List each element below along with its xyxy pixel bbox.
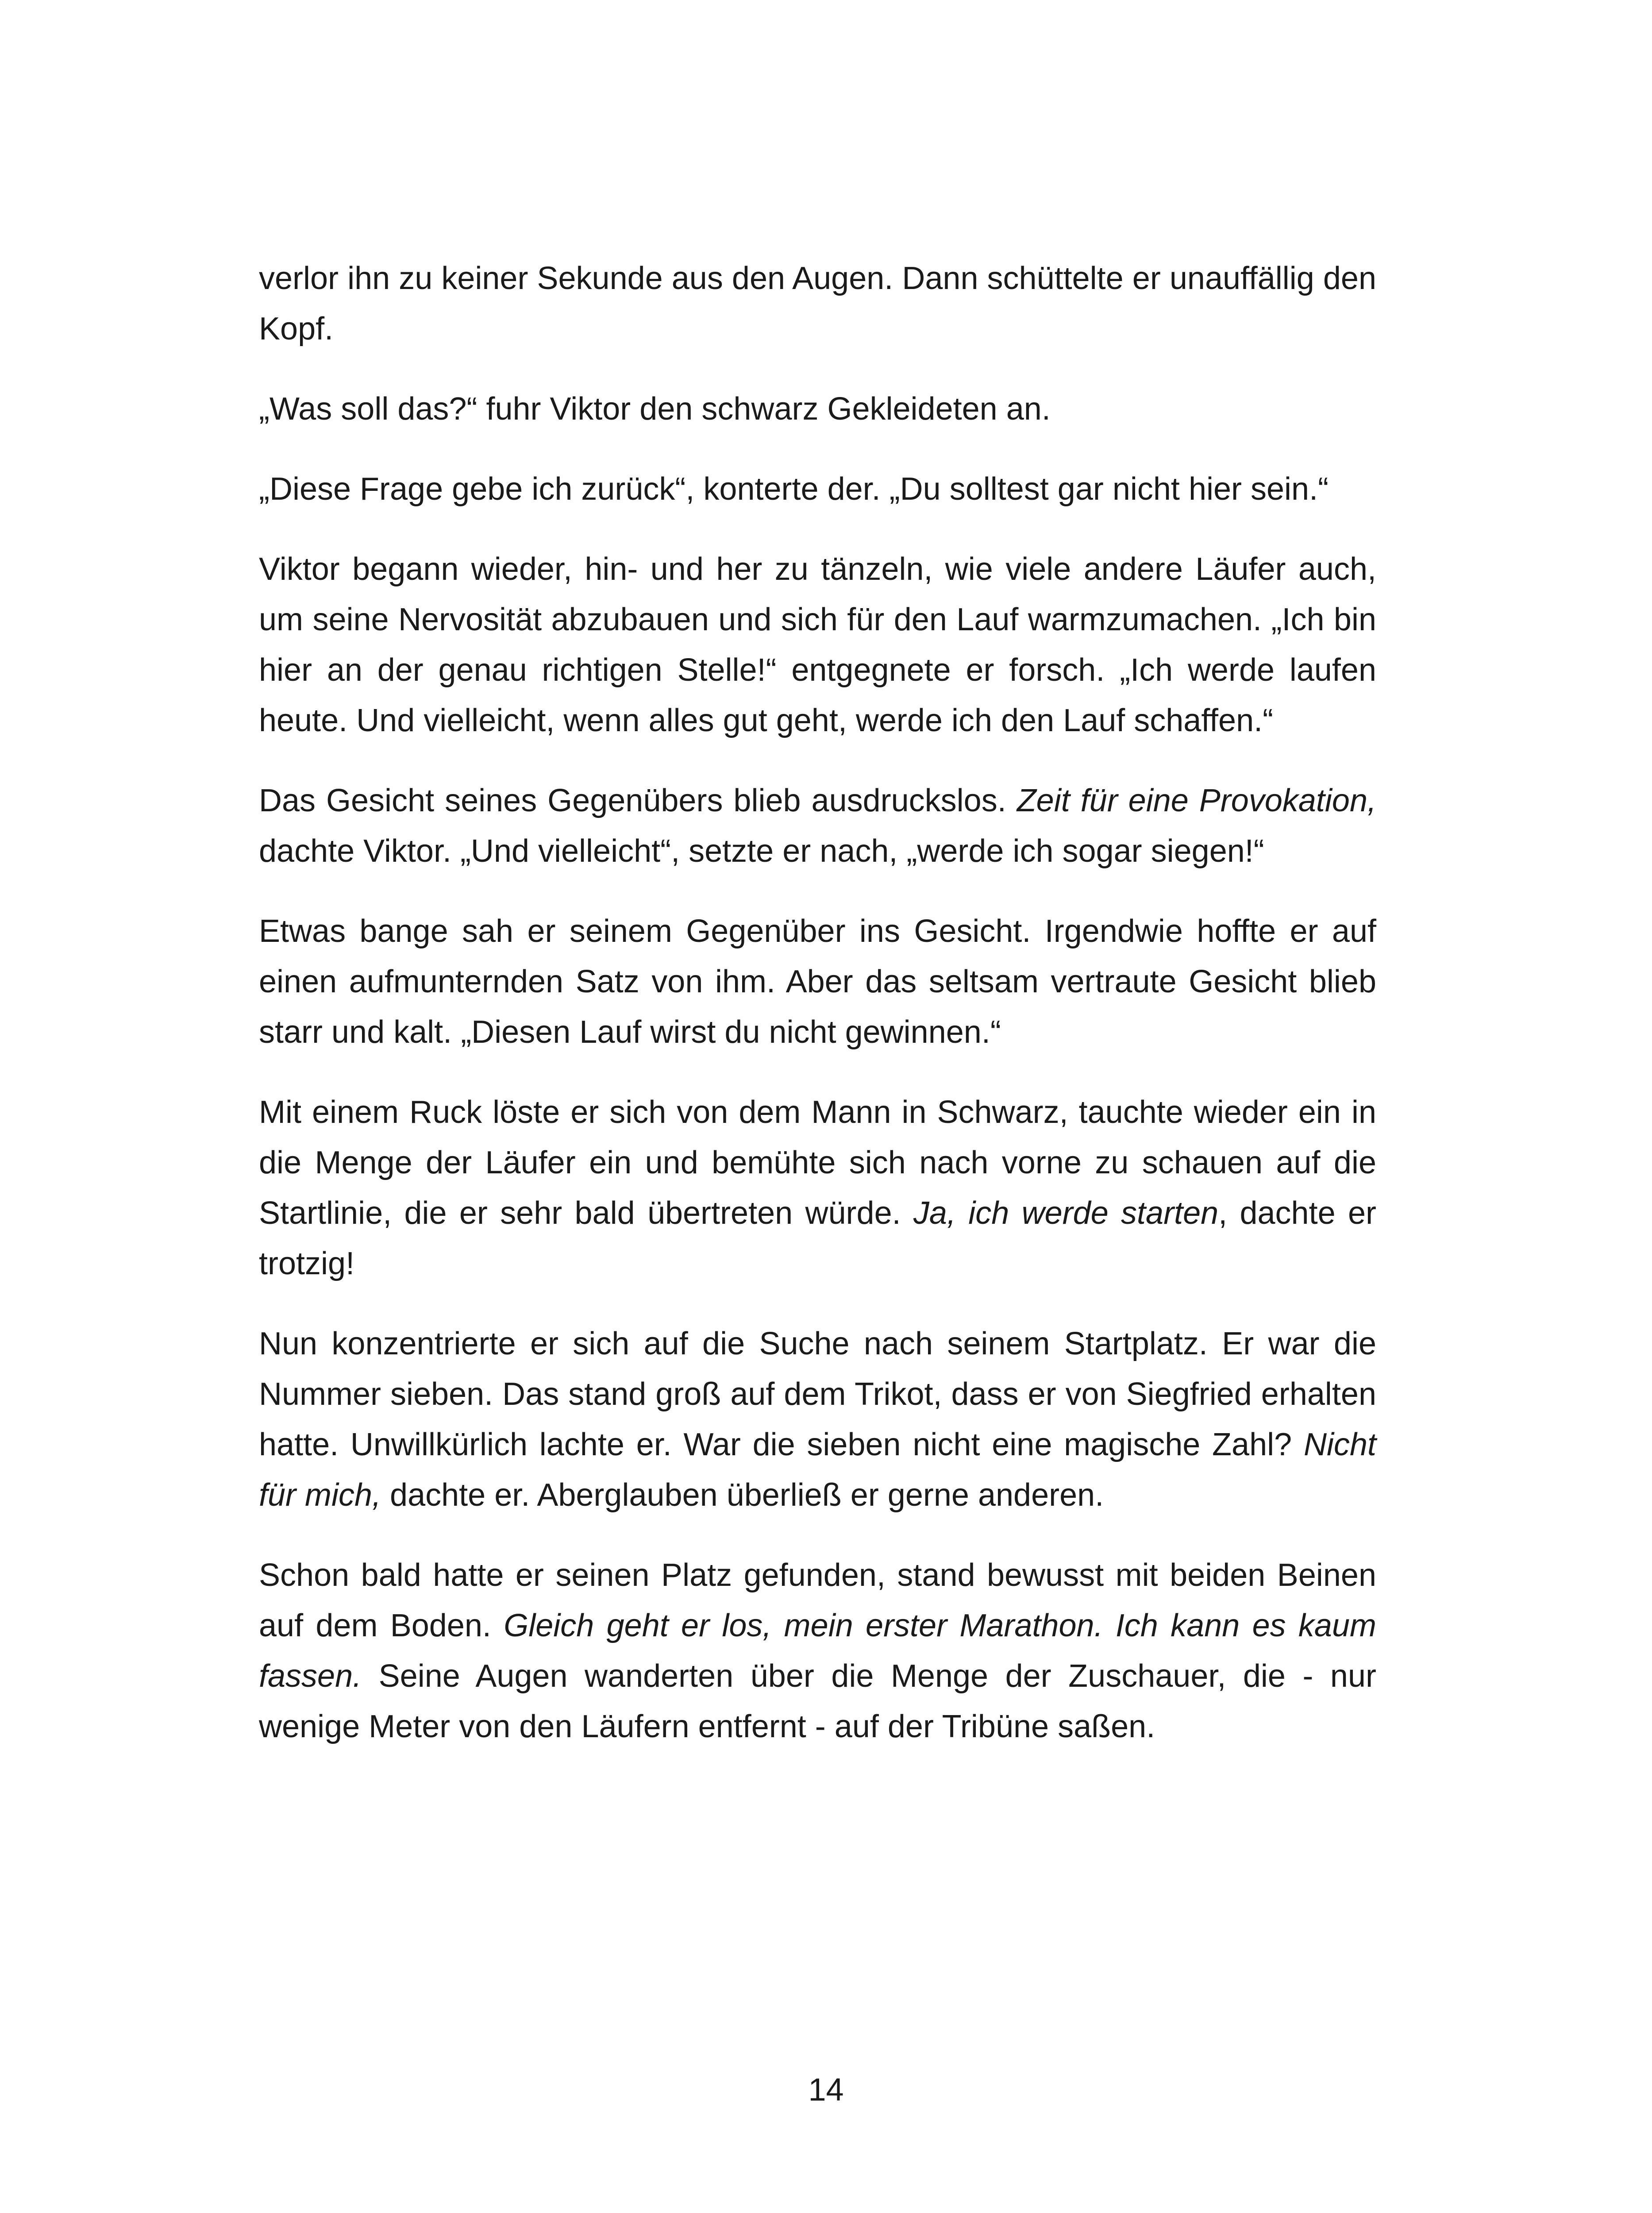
paragraph-2-text: „Was soll das?“ fuhr Viktor den schwarz Gekleideten an. <box>259 391 1051 427</box>
paragraph-8-thought: Nicht für mich, <box>259 1427 1376 1513</box>
paragraph-6 <box>259 906 1376 1057</box>
paragraph-2 <box>259 384 1376 434</box>
body-text <box>259 253 1376 1752</box>
paragraph-5-thought: Zeit für eine Provokation, <box>1017 783 1376 818</box>
paragraph-9-thought: Gleich geht er los, mein erster Marathon. Ich kann es kaum fassen. <box>259 1608 1376 1694</box>
paragraph-7-thought: Ja, ich werde starten <box>913 1195 1219 1231</box>
paragraph-5-text-a: Das Gesicht seines Gegenübers blieb ausdruckslos. <box>259 783 1017 818</box>
paragraph-1-text: verlor ihn zu keiner Sekunde aus den Augen. Dann schüttelte er unauffällig den Kopf. <box>259 261 1376 347</box>
paragraph-7 <box>259 1087 1376 1289</box>
paragraph-3 <box>259 464 1376 514</box>
paragraph-8-text-b: dachte er. Aberglauben überließ er gerne anderen. <box>381 1477 1104 1513</box>
paragraph-8-text-a: Nun konzentrierte er sich auf die Suche nach seinem Startplatz. Er war die Nummer sieben. Das stand groß auf dem Trikot, dass er von Siegfried erhalten hatte. Unwillkürlich lachte er. War die sieben nicht eine magische Zahl? <box>259 1326 1376 1462</box>
paragraph-3-text: „Diese Frage gebe ich zurück“, konterte der. „Du solltest gar nicht hier sein.“ <box>259 471 1329 507</box>
paragraph-5-text-b: dachte Viktor. „Und vielleicht“, setzte er nach, „werde ich sogar siegen!“ <box>259 833 1264 869</box>
paragraph-4-text: Viktor begann wieder, hin- und her zu tänzeln, wie viele andere Läufer auch, um seine Nervosität abzubauen und sich für den Lauf warmzumachen. „Ich bin hier an der genau richtigen Stelle!“ entgegnete er forsch. „Ich werde laufen heute. Und vielleicht, wenn alles gut geht, werde ich den Lauf schaffen.“ <box>259 551 1376 738</box>
paragraph-7-text-b: , dachte er trotzig! <box>259 1195 1376 1281</box>
paragraph-5 <box>259 775 1376 876</box>
paragraph-9 <box>259 1550 1376 1752</box>
paragraph-1 <box>259 253 1376 354</box>
paragraph-9-text-a: Schon bald hatte er seinen Platz gefunden, stand bewusst mit beiden Beinen auf dem Boden. <box>259 1558 1376 1643</box>
paragraph-7-text-a: Mit einem Ruck löste er sich von dem Mann in Schwarz, tauchte wieder ein in die Menge der Läufer ein und bemühte sich nach vorne zu schauen auf die Startlinie, die er sehr bald übertreten würde. <box>259 1095 1376 1231</box>
paragraph-8 <box>259 1319 1376 1520</box>
paragraph-9-text-b: Seine Augen wanderten über die Menge der Zuschauer, die - nur wenige Meter von den Läufern entfernt - auf der Tribüne saßen. <box>259 1658 1376 1744</box>
paragraph-6-text: Etwas bange sah er seinem Gegenüber ins Gesicht. Irgendwie hoffte er auf einen aufmunternden Satz von ihm. Aber das seltsam vertraute Gesicht blieb starr und kalt. „Diesen Lauf wirst du nicht gewinnen.“ <box>259 914 1376 1050</box>
page-number: 14 <box>808 2072 844 2108</box>
paragraph-4 <box>259 544 1376 746</box>
